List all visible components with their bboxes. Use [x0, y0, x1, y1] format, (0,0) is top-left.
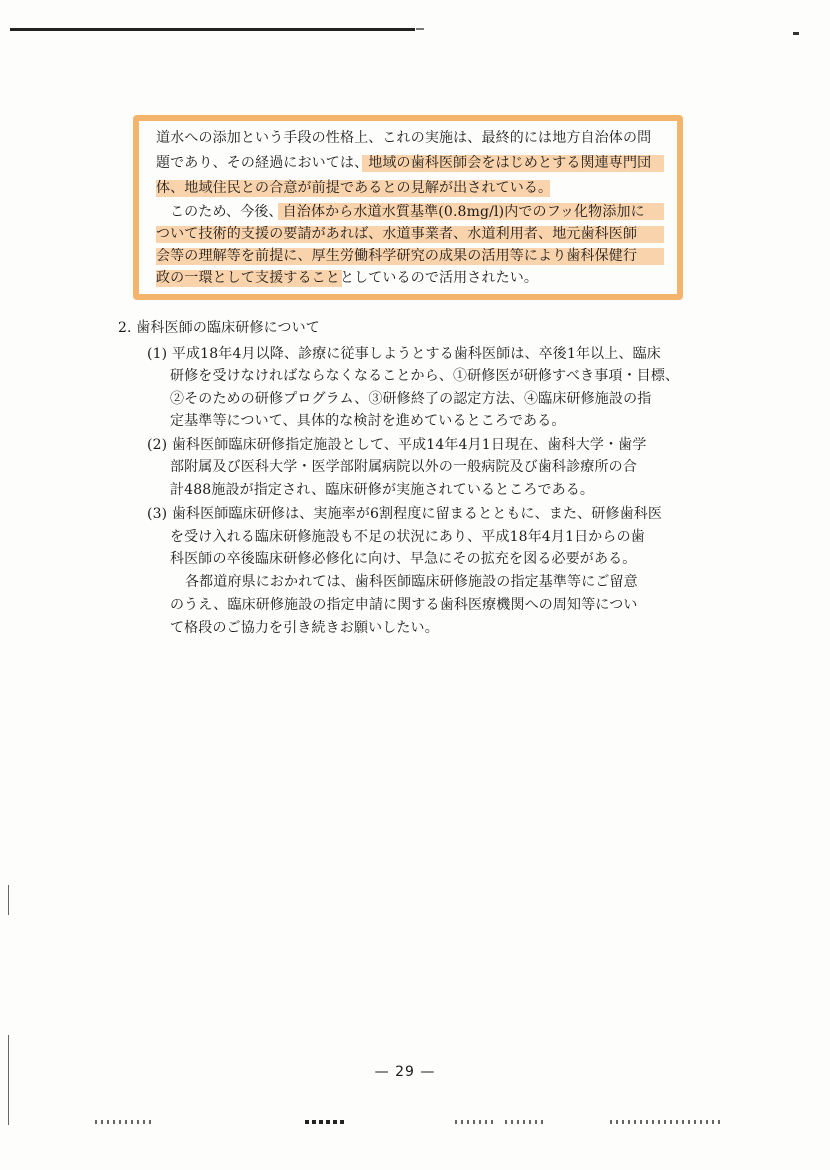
scan-mark — [610, 1120, 720, 1124]
scan-mark — [455, 1120, 495, 1124]
paragraph-line: 会等の理解等を前提に、厚生労働科学研究の成果の活用等により歯科保健行 — [156, 248, 638, 264]
list-item-line: のうえ、臨床研修施設の指定申請に関する歯科医療機関への周知等につい — [170, 597, 638, 613]
list-item-line: 部附属及び医科大学・医学部附属病院以外の一般病院及び歯科診療所の合 — [170, 459, 637, 475]
list-item-line: 定基準等について、具体的な検討を進めているところである。 — [170, 413, 566, 429]
list-item-line: (2) 歯科医師臨床研修指定施設として、平成14年4月1日現在、歯科大学・歯学 — [147, 437, 647, 453]
list-item-line: ②そのための研修プログラム、③研修終了の認定方法、④臨床研修施設の指 — [170, 391, 652, 407]
scan-edge-mark — [8, 885, 9, 915]
list-item-line: 各都道府県におかれては、歯科医師臨床研修施設の指定基準等にご留意 — [185, 574, 638, 590]
scan-edge-mark — [8, 1035, 9, 1125]
scan-mark — [305, 1120, 345, 1124]
list-item-line: て格段のご協力を引き続きお願いしたい。 — [170, 620, 439, 636]
paragraph-line: 体、地域住民との合意が前提であるとの見解が出されている。 — [156, 180, 553, 196]
paragraph-line: ついて技術的支援の要請があれば、水道事業者、水道利用者、地元歯科医師 — [156, 226, 638, 242]
scan-mark — [505, 1120, 545, 1124]
paragraph-line: 題であり、その経過においては、地域の歯科医師会をはじめとする関連専門団 — [156, 155, 652, 171]
list-item-line: 研修を受けなければならなくなることから、①研修医が研修すべき事項・目標、 — [170, 368, 680, 384]
list-item-line: (1) 平成18年4月以降、診療に従事しようとする歯科医師は、卒後1年以上、臨床 — [147, 346, 661, 362]
top-rule — [10, 28, 415, 31]
paragraph-line: 道水への添加という手段の性格上、これの実施は、最終的には地方自治体の問 — [156, 130, 652, 146]
paragraph-line: 政の一環として支援することとしているので活用されたい。 — [156, 270, 539, 286]
scan-mark — [95, 1120, 155, 1124]
scan-mark — [793, 32, 799, 35]
list-item-line: 計488施設が指定され、臨床研修が実施されているところである。 — [170, 482, 595, 498]
list-item-line: (3) 歯科医師臨床研修は、実施率が6割程度に留まるとともに、また、研修歯科医 — [147, 506, 663, 522]
list-item-line: を受け入れる臨床研修施設も不足の状況にあり、平成18年4月1日からの歯 — [170, 529, 645, 545]
list-item-line: 科医師の卒後臨床研修必修化に向け、早急にその拡充を図る必要がある。 — [170, 551, 637, 567]
page-number: — 29 — — [374, 1064, 436, 1080]
section-heading: 2. 歯科医師の臨床研修について — [118, 320, 320, 336]
top-rule-dots — [416, 28, 424, 30]
paragraph-line: このため、今後、自治体から水道水質基準(0.8mg/l)内でのフッ化物添加に — [170, 204, 645, 220]
